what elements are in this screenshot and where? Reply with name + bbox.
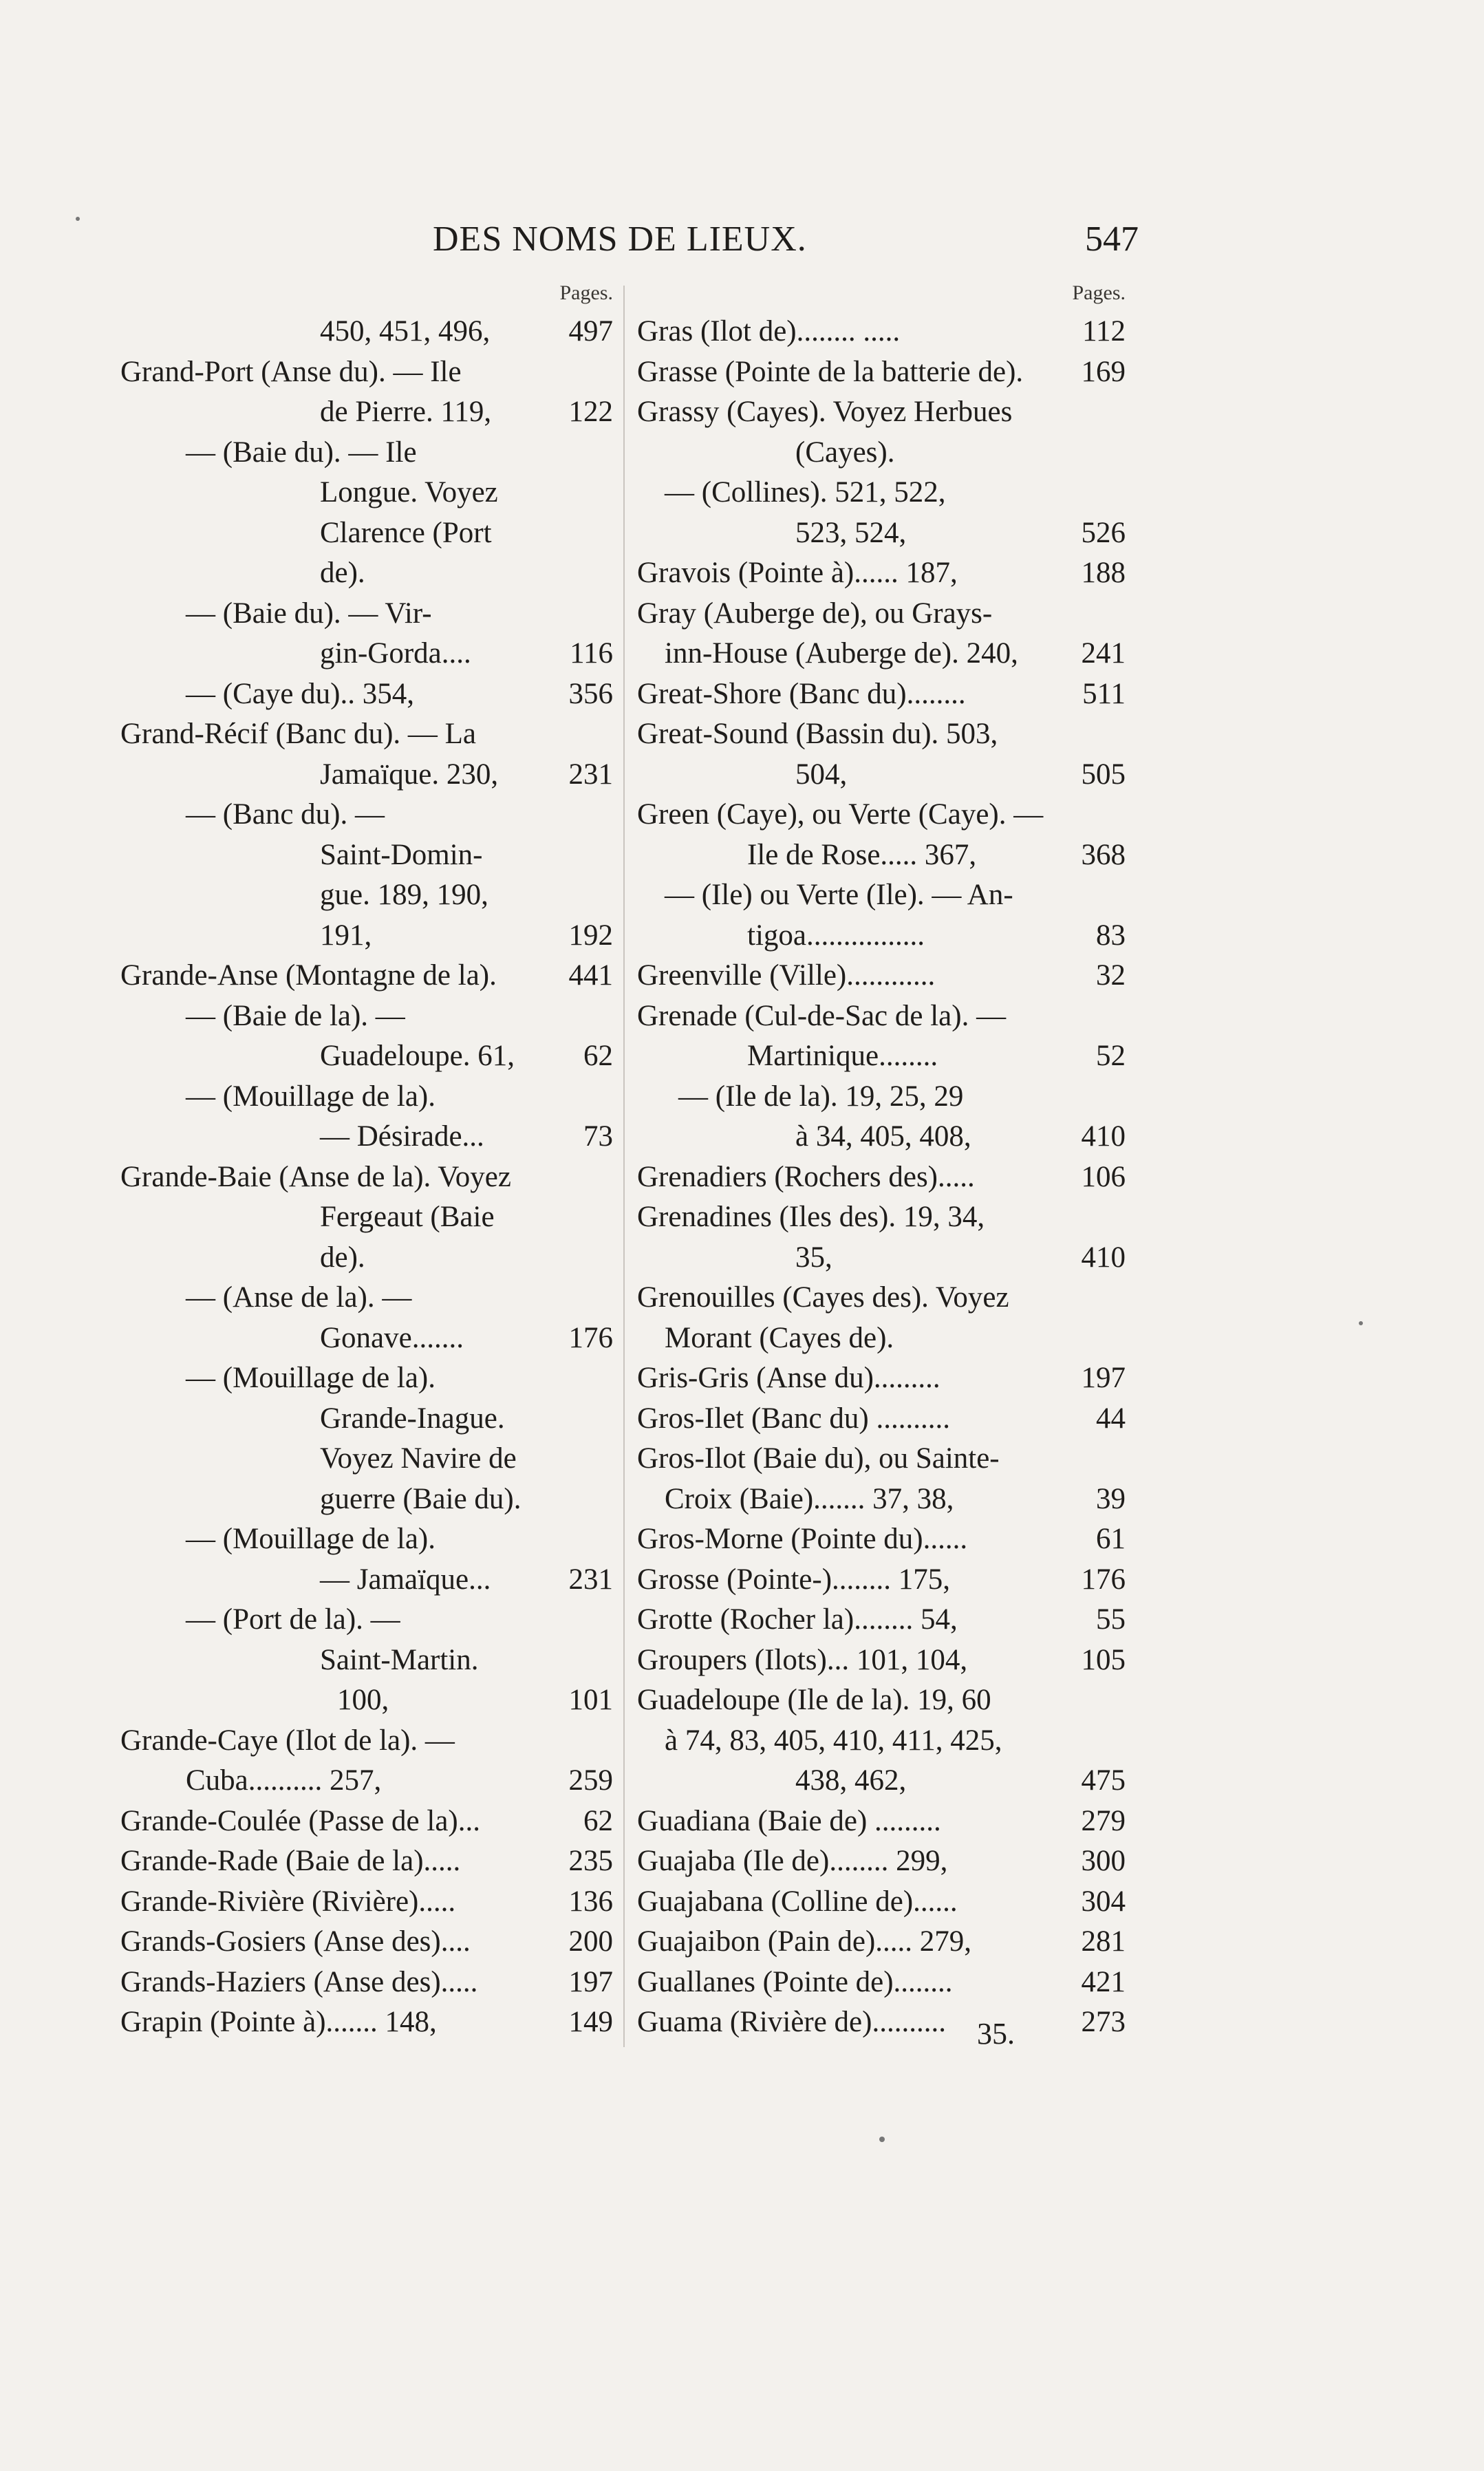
index-entry-line [637,1882,1126,1923]
index-entry-line [637,1197,1126,1238]
entry-text: Saint-Martin. [320,1643,479,1676]
entry-page-ref [1071,1197,1126,1238]
entry-page-ref [558,594,613,634]
index-entry-line [637,1519,1126,1560]
entry-text: Gros-Ilet (Banc du) .......... [637,1402,950,1435]
index-entry-line [120,714,613,755]
entry-page-ref [558,513,613,554]
page-number: 547 [1085,220,1139,259]
index-entry-line [637,634,1126,674]
index-entry-line [637,1117,1126,1157]
entry-text: 35, [795,1241,832,1274]
entry-page-ref: 231 [568,1563,613,1596]
index-entry-line [637,513,1126,554]
entry-page-ref: 197 [1081,1362,1126,1394]
entry-page-ref: 112 [1082,315,1126,347]
entry-page-ref [1071,1278,1126,1318]
index-entry-line [637,1922,1126,1962]
entry-page-ref [558,1278,613,1318]
entry-text: Ile de Rose..... 367, [747,838,977,871]
entry-text: Guadiana (Baie de) ......... [637,1804,941,1837]
index-entry-line [120,1841,613,1882]
index-entry-line [120,956,613,996]
index-entry-line [637,1238,1126,1279]
entry-text: Grande-Coulée (Passe de la)... [120,1804,480,1837]
entry-page-ref: 55 [1096,1603,1126,1636]
entry-text: Grand-Port (Anse du). — Ile [120,355,462,388]
entry-text: 450, 451, 496, [320,315,491,347]
index-entry-line [637,1439,1126,1479]
pages-label: Pages. [559,281,613,304]
index-entry-line [120,594,613,634]
index-entry-line [120,1882,613,1923]
entry-page-ref: 441 [568,959,613,992]
index-entry-line [120,312,613,352]
page-header [120,219,1139,267]
entry-page-ref [558,1519,613,1560]
index-entry-line [120,674,613,715]
index-entry-line [120,513,613,554]
entry-page-ref: 101 [568,1684,613,1716]
entry-text: — (Mouillage de la). [186,1362,436,1394]
entry-text: Jamaïque. 230, [320,758,499,791]
entry-text: 523, 524, [795,516,907,549]
entry-text: Grande-Rade (Baie de la)..... [120,1845,461,1877]
entry-text: à 34, 405, 408, [795,1120,971,1153]
entry-page-ref [1071,473,1126,513]
entry-text: 100, [337,1684,389,1716]
index-entry-line [637,835,1126,876]
entry-text: 191, [320,919,372,952]
entry-text: Fergeaut (Baie [320,1201,495,1233]
running-title: DES NOMS DE LIEUX. [433,220,807,259]
entry-text: Grenouilles (Cayes des). Voyez [637,1281,1009,1314]
entry-page-ref: 52 [1096,1040,1126,1072]
entry-page-ref: 62 [583,1804,613,1837]
entry-page-ref: 39 [1096,1482,1126,1515]
index-entry-line [637,1358,1126,1399]
entry-page-ref [1071,1318,1126,1359]
entry-page-ref [558,352,613,393]
entry-text: Grand-Récif (Banc du). — La [120,718,476,750]
entry-text: Longue. Voyez [320,476,498,509]
index-entry-line [120,1318,613,1359]
entry-text: de). [320,1241,365,1274]
entry-page-ref: 122 [568,396,613,428]
entry-text: Grande-Rivière (Rivière)..... [120,1885,456,1918]
index-entry-line [120,1358,613,1399]
entry-page-ref: 273 [1081,2006,1126,2038]
entry-page-ref [558,553,613,594]
entry-page-ref: 136 [568,1885,613,1918]
entry-page-ref [1071,795,1126,835]
entry-text: Grosse (Pointe-)........ 175, [637,1563,951,1596]
index-entry-line [637,1036,1126,1077]
entry-page-ref: 356 [568,677,613,710]
entry-page-ref [558,795,613,835]
entry-text: Grands-Haziers (Anse des)..... [120,1965,478,1998]
entry-page-ref [558,1439,613,1479]
speck-mark [1359,1321,1363,1325]
entry-text: — (Banc du). — [186,798,385,831]
entry-text: Gonave....... [320,1321,464,1354]
entry-text: Gros-Ilot (Baie du), ou Sainte- [637,1442,1000,1475]
entry-page-ref [1071,433,1126,473]
entry-text: Croix (Baie)....... 37, 38, [665,1482,954,1515]
entry-text: — (Baie de la). — [186,999,405,1032]
entry-page-ref: 231 [568,758,613,791]
entry-text: tigoa................ [747,919,925,952]
entry-text: Grands-Gosiers (Anse des).... [120,1925,471,1958]
entry-text: gin-Gorda.... [320,637,471,670]
speck-mark [879,2137,885,2142]
index-entry-line [637,2002,1126,2043]
entry-page-ref [1071,1439,1126,1479]
entry-page-ref [558,1721,613,1762]
entry-text: Grotte (Rocher la)........ 54, [637,1603,958,1636]
index-entry-line [120,1197,613,1238]
left-column [120,279,613,2043]
entry-text: Morant (Cayes de). [665,1321,894,1354]
entry-page-ref: 200 [568,1925,613,1958]
entry-text: Voyez Navire de [320,1442,517,1475]
index-entry-line [637,1761,1126,1801]
entry-page-ref: 241 [1081,637,1126,670]
entry-text: Guajabana (Colline de)...... [637,1885,958,1918]
index-entry-line [637,1600,1126,1640]
entry-text: Groupers (Ilots)... 101, 104, [637,1643,968,1676]
entry-page-ref [558,1358,613,1399]
index-entry-line [120,1519,613,1560]
entry-page-ref: 73 [583,1120,613,1153]
entry-text: — (Port de la). — [186,1603,400,1636]
index-entry-line [120,755,613,795]
index-entry-line [637,473,1126,513]
index-entry-line [120,1157,613,1198]
entry-text: — Jamaïque... [320,1563,491,1596]
index-entry-line [637,312,1126,352]
entry-page-ref [558,1077,613,1117]
entry-page-ref: 62 [583,1040,613,1072]
index-entry-line [637,392,1126,433]
entry-page-ref: 511 [1082,677,1126,710]
index-entry-line [637,1278,1126,1318]
entry-text: Grenade (Cul-de-Sac de la). — [637,999,1007,1032]
entry-page-ref: 176 [568,1321,613,1354]
entry-text: Guallanes (Pointe de)........ [637,1965,953,1998]
entry-text: Gros-Morne (Pointe du)...... [637,1523,968,1555]
entry-page-ref: 421 [1081,1965,1126,1998]
index-entry-line [637,1399,1126,1440]
entry-page-ref [1071,392,1126,433]
entry-text: (Cayes). [795,436,895,469]
index-entry-line [637,674,1126,715]
entry-text: de). [320,557,365,589]
entry-page-ref: 169 [1081,355,1126,388]
entry-page-ref: 304 [1081,1885,1126,1918]
entry-text: — (Ile) ou Verte (Ile). — An- [665,879,1013,911]
column-divider [623,286,625,2047]
index-entry-line [120,1117,613,1157]
entry-page-ref [1071,875,1126,916]
entry-text: Grande-Anse (Montagne de la). [120,959,497,992]
entry-page-ref: 300 [1081,1845,1126,1877]
index-entry-line [120,1560,613,1601]
entry-page-ref [1071,714,1126,755]
entry-text: inn-House (Auberge de). 240, [665,637,1018,670]
entry-page-ref [558,875,613,916]
entry-text: gue. 189, 190, [320,879,488,911]
entry-page-ref: 475 [1081,1764,1126,1797]
index-entry-line [637,1721,1126,1762]
entry-text: Grenadines (Iles des). 19, 34, [637,1201,985,1233]
index-entry-line [120,433,613,473]
entry-page-ref [1071,1077,1126,1117]
entry-text: Grande-Caye (Ilot de la). — [120,1724,455,1757]
index-entry-line [637,1479,1126,1520]
entry-text: 504, [795,758,848,791]
entry-text: Gray (Auberge de), ou Grays- [637,597,993,630]
entry-text: — (Mouillage de la). [186,1080,436,1113]
entry-text: Grande-Baie (Anse de la). Voyez [120,1160,511,1193]
entry-page-ref [558,433,613,473]
index-entry-line [637,433,1126,473]
entry-page-ref [1071,594,1126,634]
entry-page-ref: 116 [570,637,613,670]
entry-page-ref: 235 [568,1845,613,1877]
index-entry-line [637,1077,1126,1117]
entry-text: Grenadiers (Rochers des)..... [637,1160,975,1193]
entry-text: Grapin (Pointe à)....... 148, [120,2006,437,2038]
entry-text: Saint-Domin- [320,838,483,871]
pages-label: Pages. [1072,281,1126,304]
index-entry-line [637,875,1126,916]
entry-text: Guadeloupe (Ile de la). 19, 60 [637,1684,991,1716]
index-entry-line [120,996,613,1037]
entry-page-ref: 497 [568,315,613,347]
index-entry-line [120,1278,613,1318]
entry-text: Gras (Ilot de)........ ..... [637,315,901,347]
entry-page-ref [558,1157,613,1198]
entry-page-ref: 105 [1081,1643,1126,1676]
index-entry-line [637,1962,1126,2003]
index-entry-line [637,1640,1126,1681]
index-entry-line [637,1318,1126,1359]
entry-page-ref: 83 [1096,919,1126,952]
entry-text: Cuba.......... 257, [186,1764,382,1797]
index-entry-line [637,956,1126,996]
entry-page-ref [558,996,613,1037]
entry-text: Greenville (Ville)............ [637,959,936,992]
index-entry-line [637,795,1126,835]
entry-text: — Désirade... [320,1120,484,1153]
index-entry-line [637,755,1126,795]
entry-page-ref [558,1399,613,1440]
entry-page-ref [558,1238,613,1279]
entry-text: à 74, 83, 405, 410, 411, 425, [665,1724,1002,1757]
entry-page-ref [558,1640,613,1681]
index-entry-line [120,1962,613,2003]
index-entry-line [120,1439,613,1479]
entry-text: Clarence (Port [320,516,492,549]
entry-text: Grassy (Cayes). Voyez Herbues [637,396,1013,428]
index-entry-line [120,1077,613,1117]
entry-page-ref: 192 [568,919,613,952]
entry-text: Gris-Gris (Anse du)......... [637,1362,940,1394]
index-entry-line [637,352,1126,393]
entry-page-ref: 368 [1081,838,1126,871]
entry-page-ref [558,714,613,755]
right-column [637,279,1126,2043]
entry-page-ref: 505 [1081,758,1126,791]
index-entry-line [120,2002,613,2043]
index-entry-line [120,352,613,393]
entry-page-ref [558,1600,613,1640]
entry-text: Green (Caye), ou Verte (Caye). — [637,798,1044,831]
entry-page-ref [1071,996,1126,1037]
entry-text: — (Caye du).. 354, [186,677,414,710]
entry-page-ref [1071,1680,1126,1721]
entry-page-ref [558,1197,613,1238]
entry-page-ref: 44 [1096,1402,1126,1435]
entry-text: — (Baie du). — Vir- [186,597,432,630]
entry-page-ref [1071,1721,1126,1762]
entry-text: — (Mouillage de la). [186,1523,436,1555]
entry-page-ref: 176 [1081,1563,1126,1596]
entry-text: Grasse (Pointe de la batterie de). [637,355,1024,388]
index-entry-line [120,1600,613,1640]
index-entry-line [637,1157,1126,1198]
entry-page-ref: 32 [1096,959,1126,992]
index-entry-line [120,634,613,674]
index-entry-line [120,1399,613,1440]
index-entry-line [637,1560,1126,1601]
index-entry-line [120,1761,613,1801]
index-entry-line [120,473,613,513]
index-entry-line [637,594,1126,634]
index-entry-line [120,392,613,433]
index-entry-line [120,553,613,594]
index-entry-line [120,916,613,956]
entry-page-ref: 259 [568,1764,613,1797]
entry-page-ref: 526 [1081,516,1126,549]
entry-text: Martinique........ [747,1040,938,1072]
entry-page-ref: 281 [1081,1925,1126,1958]
index-entry-line [120,1479,613,1520]
index-entry-line [120,1922,613,1962]
index-entry-line [120,835,613,876]
entry-text: Gravois (Pointe à)...... 187, [637,557,958,589]
index-entry-line [637,1841,1126,1882]
entry-text: — (Collines). 521, 522, [665,476,946,509]
index-entry-line [120,795,613,835]
entry-text: — (Ile de la). 19, 25, 29 [678,1080,964,1113]
entry-text: Guajaba (Ile de)........ 299, [637,1845,948,1877]
entry-page-ref: 279 [1081,1804,1126,1837]
index-entry-line [637,996,1126,1037]
entry-text: — (Anse de la). — [186,1281,412,1314]
entry-text: — (Baie du). — Ile [186,436,417,469]
entry-text: de Pierre. 119, [320,396,492,428]
entry-page-ref: 188 [1081,557,1126,589]
entry-text: Guajaibon (Pain de)..... 279, [637,1925,972,1958]
entry-page-ref [558,1479,613,1520]
entry-text: Guadeloupe. 61, [320,1040,515,1072]
index-entry-line [120,875,613,916]
entry-text: Guama (Rivière de).......... [637,2006,946,2038]
entry-text: Great-Sound (Bassin du). 503, [637,718,998,750]
signature-mark: 35. [977,2017,1015,2051]
index-entry-line [120,1640,613,1681]
index-entry-line [120,1680,613,1721]
entry-page-ref: 410 [1081,1241,1126,1274]
entry-page-ref: 61 [1096,1523,1126,1555]
index-entry-line [120,1238,613,1279]
entry-text: Grande-Inague. [320,1402,505,1435]
index-entry-line [637,1680,1126,1721]
entry-page-ref: 197 [568,1965,613,1998]
index-entry-line [637,916,1126,956]
index-entry-line [637,714,1126,755]
entry-text: Great-Shore (Banc du)........ [637,677,966,710]
speck-mark [76,217,80,221]
entry-page-ref [558,473,613,513]
index-entry-line [120,1801,613,1842]
index-entry-line [120,1036,613,1077]
index-entry-line [637,1801,1126,1842]
entry-page-ref [558,835,613,876]
entry-page-ref: 149 [568,2006,613,2038]
entry-page-ref: 106 [1081,1160,1126,1193]
entry-page-ref: 410 [1081,1120,1126,1153]
index-entry-line [120,1721,613,1762]
entry-text: 438, 462, [795,1764,907,1797]
index-entry-line [637,553,1126,594]
entry-text: guerre (Baie du). [320,1482,521,1515]
